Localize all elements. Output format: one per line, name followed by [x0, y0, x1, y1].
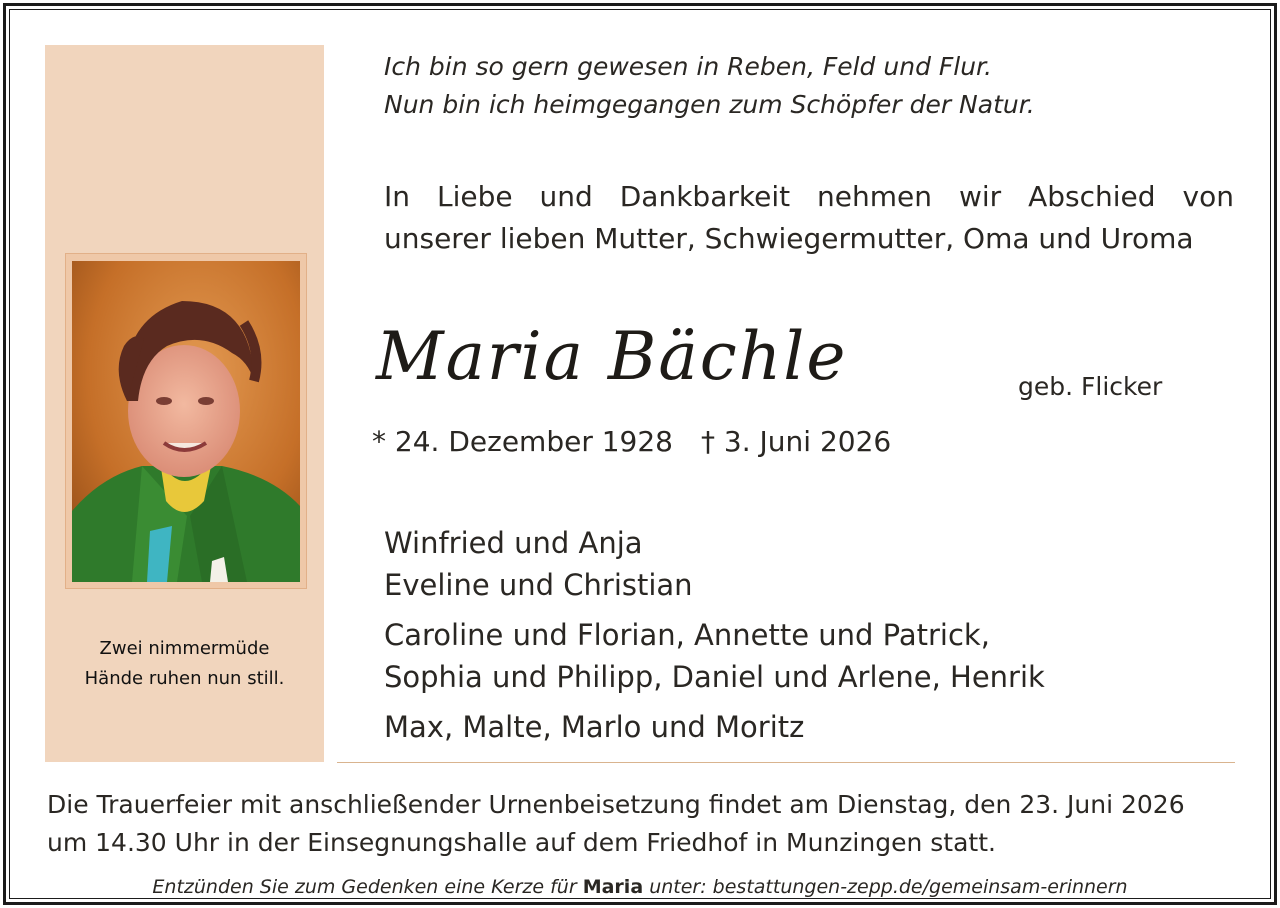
mourner-group [384, 706, 1045, 748]
photo-caption-line1: Zwei nimmermüde [99, 638, 270, 659]
service-info [47, 786, 1185, 862]
intro-line2: unserer lieben Mutter, Schwiegermutter, Oma und Uroma [384, 222, 1194, 255]
service-line2: um 14.30 Uhr in der Einsegnungshalle auf dem Friedhof in Munzingen statt. [47, 828, 996, 857]
intro-word: nehmen [817, 180, 932, 213]
epitaph-quote [384, 48, 1035, 124]
mourner-line: Sophia und Philipp, Daniel und Arlene, Henrik [384, 660, 1045, 694]
photo-caption-line2: Hände ruhen nun still. [84, 668, 285, 689]
quote-line2: Nun bin ich heimgegangen zum Schöpfer der Natur. [384, 90, 1035, 119]
intro-word: von [1182, 180, 1234, 213]
maiden-name: geb. Flicker [1018, 372, 1163, 401]
service-line1: Die Trauerfeier mit anschließender Urnenbeisetzung findet am Dienstag, den 23. Juni 2026 [47, 790, 1185, 819]
portrait-photo [72, 261, 300, 582]
mourner-group [384, 522, 1045, 606]
intro-word: Dankbarkeit [619, 180, 791, 213]
birth-date: * 24. Dezember 1928 [372, 425, 673, 458]
candle-notice [0, 873, 1280, 901]
mourner-line: Max, Malte, Marlo und Moritz [384, 710, 805, 744]
memorial-link[interactable]: bestattungen-zepp.de/gemeinsam-erinnern [712, 876, 1128, 898]
quote-line1: Ich bin so gern gewesen in Reben, Feld und Flur. [384, 52, 992, 81]
mourner-line: Caroline und Florian, Annette und Patrick, [384, 618, 990, 652]
intro-word: und [539, 180, 593, 213]
candle-middle: unter: [649, 876, 707, 898]
intro-word: Abschied [1028, 180, 1156, 213]
deceased-name: Maria Bächle [376, 318, 848, 395]
portrait-illustration [72, 261, 300, 582]
divider-line [337, 762, 1235, 763]
mourner-line: Winfried und Anja [384, 526, 643, 560]
candle-prefix: Entzünden Sie zum Gedenken eine Kerze für [152, 876, 577, 898]
mourners-list [384, 522, 1045, 756]
intro-word: In [384, 180, 411, 213]
intro-line1 [384, 176, 1234, 218]
death-date: † 3. Juni 2026 [701, 425, 892, 458]
candle-name: Maria [582, 876, 644, 898]
life-dates [372, 423, 891, 461]
intro-word: wir [958, 180, 1002, 213]
mourner-group [384, 614, 1045, 698]
farewell-intro [384, 176, 1234, 260]
mourner-line: Eveline und Christian [384, 568, 693, 602]
intro-word: Liebe [436, 180, 513, 213]
photo-caption [45, 634, 324, 694]
